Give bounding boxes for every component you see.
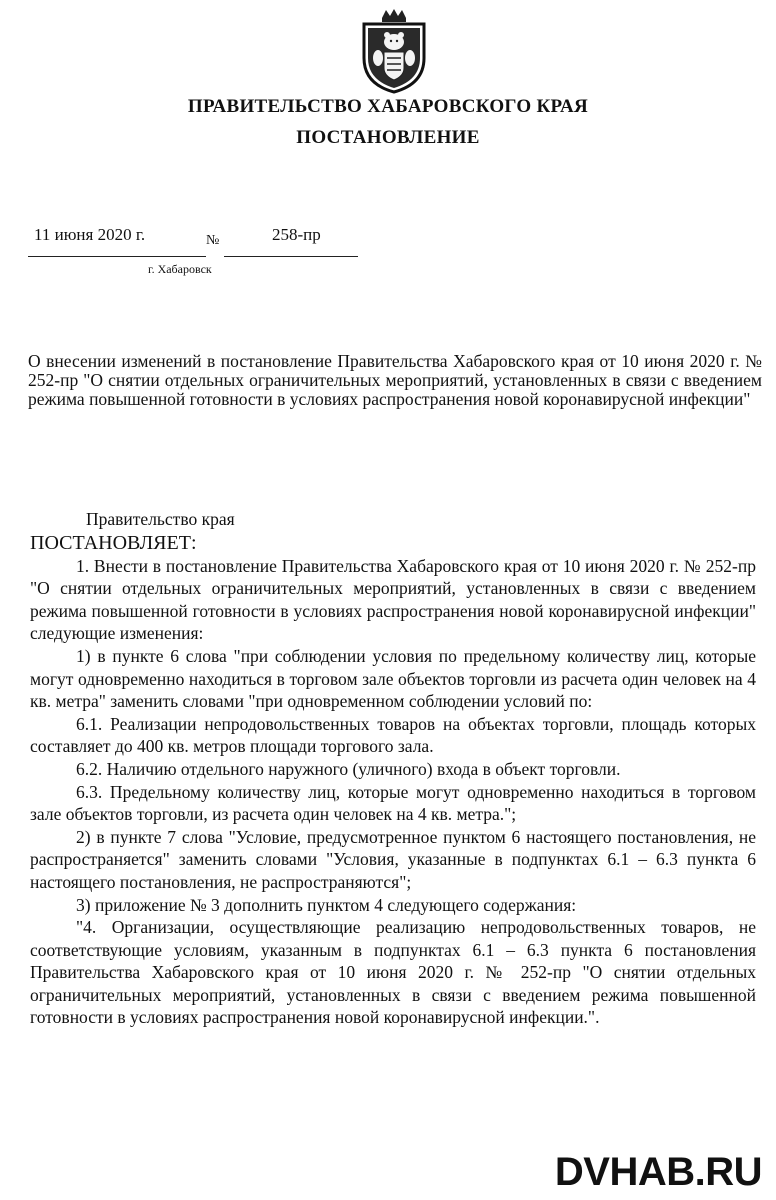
paragraph-subitem-3: 3) приложение № 3 дополнить пунктом 4 следующего содержания:	[76, 894, 577, 915]
paragraph-6-2: 6.2. Наличию отдельного наружного (уличного) входа в объект торговли.	[76, 758, 621, 779]
paragraph-subitem-2: 2) в пункте 7 слова "Условие, предусмотренное пунктом 6 настоящего постановления, не распространяется" заменить словами "Условия, указанные в подпунктах 6.1 – 6.3 пункта 6 настоящего постановления, не распространяются";	[30, 826, 756, 892]
document-type: ПОСТАНОВЛЕНИЕ	[296, 127, 480, 148]
paragraph-item-1: 1. Внести в постановление Правительства Хабаровского края от 10 июня 2020 г. № 252-пр "О снятии отдельных ограничительных мероприятий, установленных в связи с введением режима повышенной готовности в условиях распространения новой коронавирусной инфекции" следующие изменения:	[30, 555, 756, 644]
paragraph-6-3: 6.3. Предельному количеству лиц, которые могут одновременно находиться в торговом зале объектов торговли, из расчета один человек на 4 кв. метра.";	[30, 781, 756, 825]
document-date: 11 июня 2020 г.	[34, 225, 146, 244]
date-underline	[28, 256, 206, 257]
document-number: 258-пр	[272, 225, 321, 244]
paragraph-government: Правительство края	[86, 509, 235, 529]
document-subject: О внесении изменений в постановление Правительства Хабаровского края от 10 июня 2020 г. № 252-пр "О снятии отдельных ограничительных мероприятий, установленных в связи с введением режима повышенной готовности в условиях распространения новой коронавирусной инфекции"	[28, 351, 762, 409]
paragraph-item-4: "4. Организации, осуществляющие реализацию непродовольственных товаров, не соответствующие условиям, указанным в подпунктах 6.1 – 6.3 пункта 6 постановления Правительства Хабаровского края от 10 июня 2020 г. № 252-пр "О снятии отдельных ограничительных мероприятий, установленных в связи с введением режима повышенной готовности в условиях распространения новой коронавирусной инфекции.".	[30, 917, 756, 1028]
paragraph-resolves: ПОСТАНОВЛЯЕТ:	[30, 531, 197, 554]
coat-of-arms-icon	[354, 8, 434, 94]
city: г. Хабаровск	[148, 262, 212, 276]
number-underline	[224, 256, 358, 257]
organization-title: ПРАВИТЕЛЬСТВО ХАБАРОВСКОГО КРАЯ	[187, 96, 589, 117]
number-sign: №	[206, 233, 220, 248]
paragraph-6-1: 6.1. Реализации непродовольственных товаров на объектах торговли, площадь которых составляет до 400 кв. метров площади торгового зала.	[30, 713, 756, 757]
document-body	[30, 508, 756, 1029]
site-watermark: DVHAB.RU	[551, 1150, 766, 1195]
paragraph-subitem-1: 1) в пункте 6 слова "при соблюдении условия по предельному количеству лиц, которые могут одновременно находиться в торговом зале объектов торговли из расчета один человек на 4 кв. метра" заменить словами "при одновременном соблюдении условий по:	[30, 645, 756, 712]
